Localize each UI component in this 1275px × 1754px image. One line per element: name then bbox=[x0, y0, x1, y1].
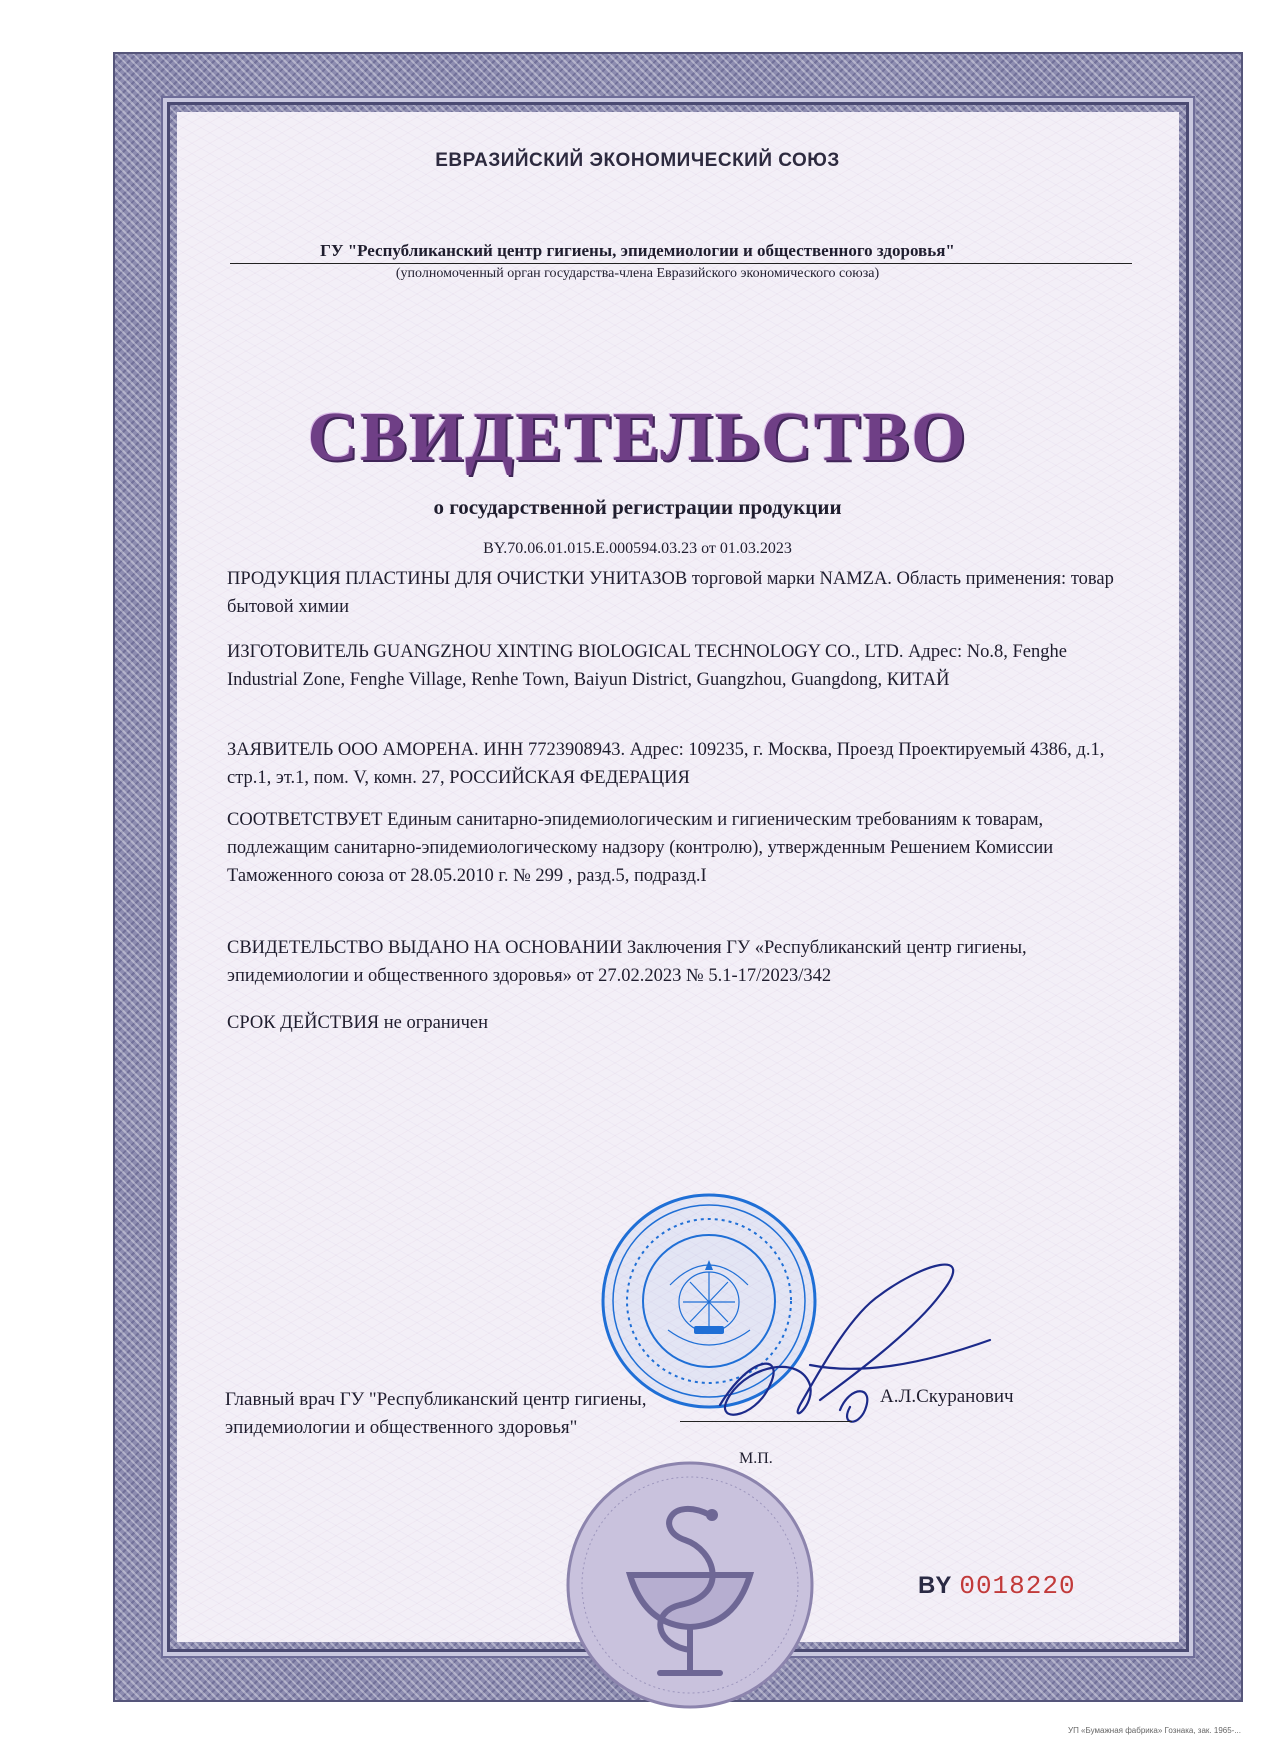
issuing-organization: ГУ "Республиканский центр гигиены, эпидемиологии и общественного здоровья" bbox=[320, 241, 955, 260]
printer-imprint: УП «Бумажная фабрика» Гознака, зак. 1965-... bbox=[1068, 1726, 1241, 1735]
applicant-section bbox=[227, 736, 1132, 792]
registration-number: BY.70.06.01.015.E.000594.03.23 от 01.03.2023 bbox=[483, 540, 792, 557]
validity-label: СРОК ДЕЙСТВИЯ bbox=[227, 1013, 380, 1033]
conformity-text: Единым санитарно-эпидемиологическим и гигиеническим требованиям к товарам, подлежащим санитарно-эпидемиологическому надзору (контролю), утвержденным Решением Комиссии Таможенного союза от 28.05.2010 г. № 299 , разд.5, подразд.I bbox=[227, 810, 1054, 886]
organization-note: (уполномоченный орган государства-члена Евразийского экономического союза) bbox=[395, 266, 880, 281]
conformity-section bbox=[227, 806, 1132, 890]
basis-label: СВИДЕТЕЛЬСТВО ВЫДАНО НА ОСНОВАНИИ bbox=[227, 938, 623, 958]
validity-section bbox=[227, 1009, 1132, 1037]
validity-text: не ограничен bbox=[379, 1013, 489, 1033]
applicant-text: ООО АМОРЕНА. ИНН 7723908943. Адрес: 109235, г. Москва, Проезд Проектируемый 4386, д.1, стр.1, эт.1, пом. V, комн. 27, РОССИЙСКАЯ ФЕДЕРАЦИЯ bbox=[227, 740, 1105, 788]
organization-underline bbox=[230, 263, 1132, 264]
signatory-position: Главный врач ГУ "Республиканский центр гигиены, эпидемиологии и общественного здоровья" bbox=[225, 1389, 647, 1438]
product-section bbox=[227, 565, 1132, 621]
serial-digits: 0018220 bbox=[959, 1571, 1076, 1601]
serial-number bbox=[918, 1571, 1076, 1601]
conformity-label: СООТВЕТСТВУЕТ bbox=[227, 810, 383, 830]
signature-scribble bbox=[690, 1235, 1020, 1450]
manufacturer-section bbox=[227, 638, 1132, 694]
applicant-label: ЗАЯВИТЕЛЬ bbox=[227, 740, 334, 760]
bowl-snake-emblem bbox=[560, 1455, 820, 1715]
product-label: ПРОДУКЦИЯ bbox=[227, 569, 341, 589]
signature-line bbox=[680, 1421, 852, 1422]
certificate-subtitle: о государственной регистрации продукции bbox=[433, 495, 842, 519]
certificate-title: СВИДЕТЕЛЬСТВО bbox=[307, 399, 968, 476]
union-heading: ЕВРАЗИЙСКИЙ ЭКОНОМИЧЕСКИЙ СОЮЗ bbox=[435, 150, 840, 171]
product-text: ПЛАСТИНЫ ДЛЯ ОЧИСТКИ УНИТАЗОВ торговой марки NAMZA. Область применения: товар бытовой химии bbox=[227, 569, 1114, 617]
basis-section bbox=[227, 934, 1132, 990]
basis-text: Заключения ГУ «Республиканский центр гигиены, эпидемиологии и общественного здоровья» от 27.02.2023 № 5.1-17/2023/342 bbox=[227, 938, 1027, 986]
serial-prefix: BY bbox=[918, 1572, 952, 1599]
signatory-name: А.Л.Скуранович bbox=[880, 1386, 1014, 1407]
stamp-place-label: М.П. bbox=[739, 1450, 773, 1467]
manufacturer-text: GUANGZHOU XINTING BIOLOGICAL TECHNOLOGY CO., LTD. Адрес: No.8, Fenghe Industrial Zone, Fenghe Village, Renhe Town, Baiyun District, Guangzhou, Guangdong, КИТАЙ bbox=[227, 642, 1067, 690]
manufacturer-label: ИЗГОТОВИТЕЛЬ bbox=[227, 642, 369, 662]
